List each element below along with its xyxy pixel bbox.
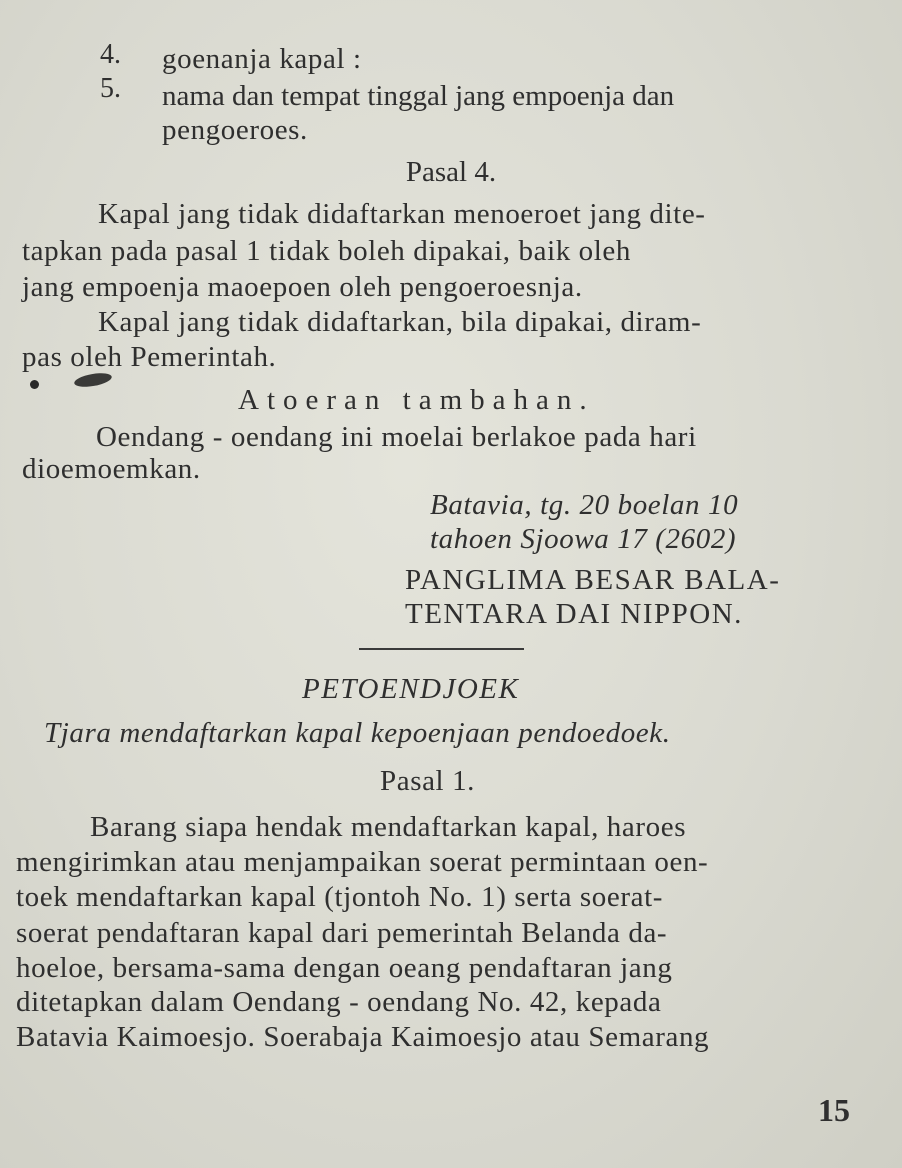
list-item-5 [162, 79, 868, 113]
pasal-1-line-6: ditetapkan dalam Oendang - oendang No. 42, kepada [16, 986, 662, 1018]
pasal-1-line-2: mengirimkan atau menjampaikan soerat permintaan oen- [16, 846, 709, 878]
list-number-5: 5. [100, 73, 121, 104]
list-number-4: 4. [100, 39, 121, 70]
pasal-1-line-4: soerat pendaftaran kapal dari pemerintah Belanda da- [16, 917, 668, 949]
pasal-1-line-5: hoeloe, bersama-sama dengan oeang pendaftaran jang [16, 952, 673, 984]
list-item-5-continuation: pengoeroes. [162, 114, 308, 146]
pasal-4-paragraph-2-line-2: pas oleh Pemerintah. [22, 341, 277, 373]
pasal-1-line-1: Barang siapa hendak mendaftarkan kapal, haroes [90, 811, 687, 843]
signature-year: tahoen Sjoowa 17 (2602) [430, 523, 737, 555]
tambahan-line-1: Oendang - oendang ini moelai berlakoe pada hari [96, 421, 697, 453]
atoeran-tambahan-heading: Atoeran tambahan. [238, 384, 595, 416]
page-number: 15 [818, 1092, 850, 1128]
ink-dot [30, 380, 39, 389]
pasal-4-paragraph-1-line-2: tapkan pada pasal 1 tidak boleh dipakai, baik oleh [22, 235, 632, 267]
pasal-4-paragraph-2-line-1: Kapal jang tidak didaftarkan, bila dipakai, diram- [98, 306, 702, 338]
list-item-5-text: nama dan tempat tinggal jang empoenja dan [162, 80, 675, 112]
pasal-4-paragraph-1-line-1: Kapal jang tidak didaftarkan menoeroet jang dite- [98, 198, 706, 230]
tambahan-line-2: dioemoemkan. [22, 453, 201, 485]
signature-title-line-1: PANGLIMA BESAR BALA- [405, 564, 781, 596]
pasal-4-paragraph-1-line-3: jang empoenja maoepoen oleh pengoeroesnja. [22, 271, 583, 303]
pasal-1-heading: Pasal 1. [380, 765, 476, 797]
section-divider [359, 648, 524, 650]
signature-title-line-2: TENTARA DAI NIPPON. [405, 598, 743, 630]
pasal-1-line-3: toek mendaftarkan kapal (tjontoh No. 1) serta soerat- [16, 881, 664, 913]
list-item-4: goenanja kapal : [162, 43, 362, 75]
pasal-4-heading: Pasal 4. [405, 156, 497, 188]
petoendjoek-heading: PETOENDJOEK [302, 673, 520, 705]
petoendjoek-subtitle: Tjara mendaftarkan kapal kepoenjaan pendoedoek. [44, 717, 671, 749]
pasal-1-line-7: Batavia Kaimoesjo. Soerabaja Kaimoesjo atau Semarang [16, 1021, 710, 1053]
signature-place-date: Batavia, tg. 20 boelan 10 [430, 489, 739, 521]
